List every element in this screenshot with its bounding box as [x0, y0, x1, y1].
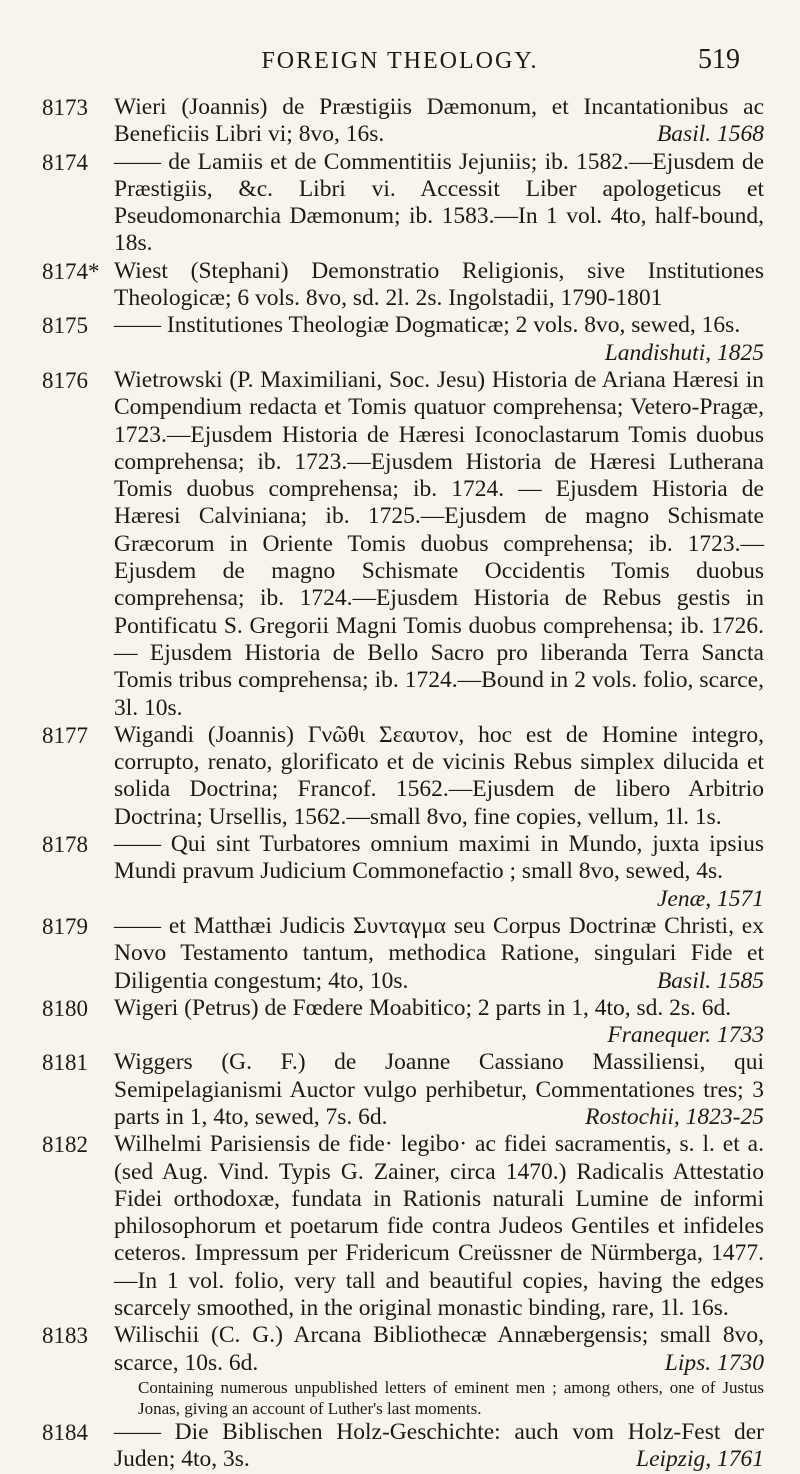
entry-number: 8179: [42, 913, 88, 939]
entry-text-block: [114, 367, 764, 722]
catalogue-entry: [0, 722, 800, 831]
entry-text-block: [114, 94, 764, 149]
catalogue-entry: [0, 1131, 800, 1322]
entry-number: 8175: [42, 313, 88, 339]
entry-text-block: [114, 149, 764, 258]
entry-text: —— de Lamiis et de Commentitiis Jejuniis; ib. 1582.—Ejusdem de Præstigiis, &c. Libri vi. Accessit Liber apologeticus et Pseudomonarchia Dæmonum; ib. 1583.—In 1 vol. 4to, half-bound, 18s.: [114, 148, 764, 257]
running-head: [0, 44, 800, 84]
entry-text-block: [114, 1419, 764, 1474]
catalogue-entry: [0, 94, 800, 149]
entry-number: 8176: [42, 367, 88, 393]
entry-imprint: Basil. 1585: [656, 967, 764, 994]
entry-number: 8177: [42, 722, 88, 748]
running-title: FOREIGN THEOLOGY.: [261, 48, 539, 74]
catalogue-entry: [0, 367, 800, 722]
catalogue-entry: [0, 1322, 800, 1419]
entry-text-block: [114, 258, 764, 313]
entry-text: Wiggers (G. F.) de Joanne Cassiano Massiliensi, qui Semipelagianismi Auctor vulgo perhibetur, Commentationes tres; 3 parts in 1, 4to, sewed, 7s. 6d.: [114, 1049, 764, 1130]
entry-number: 8182: [42, 1132, 88, 1158]
entry-imprint: Franequer. 1733: [607, 1022, 764, 1049]
entry-number: 8183: [42, 1323, 88, 1349]
catalogue-entry: [0, 913, 800, 995]
entry-text: Wietrowski (P. Maximiliani, Soc. Jesu) Historia de Ariana Hæresi in Compendium redacta et Tomis quatuor comprehensa; Vetero-Pragæ, 1723.—Ejusdem Historia de Hæresi Iconoclastarum Tomis duobus comprehensa; ib. 1723.—Ejusdem Historia de Hæresi Lutherana Tomis duobus comprehensa; ib. 1724. — Ejusdem Historia de Hæresi Calviniana; ib. 1725.—Ejusdem de magno Schismate Græcorum in Oriente Tomis duobus comprehensa; ib. 1723.—Ejusdem de magno Schismate Occidentis Tomis duobus comprehensa; ib. 1724.—Ejusdem Historia de Rebus gestis in Pontificatu S. Gregorii Magni Tomis duobus comprehensa; ib. 1726. — Ejusdem Historia de Bello Sacro pro liberanda Terra Sancta Tomis tribus comprehensa; ib. 1724.—Bound in 2 vols. folio, scarce, 3l. 10s.: [114, 366, 764, 721]
entry-text: Wiest (Stephani) Demonstratio Religionis, sive Institutiones Theologicæ; 6 vols. 8vo, sd. 2l. 2s. Ingolstadii, 1790-1801: [114, 257, 764, 312]
entry-text-block: [114, 913, 764, 995]
entry-text: —— et Matthæi Judicis Συνταγμα seu Corpus Doctrinæ Christi, ex Novo Testamento tantum, methodica Ratione, singulari Fide et Diligentia congestum; 4to, 10s.: [114, 912, 764, 994]
catalogue-entry: [0, 1049, 800, 1131]
entry-text: Wilhelmi Parisiensis de fide· legibo· ac fidei sacramentis, s. l. et a. (sed Aug. Vind. Typis G. Zainer, circa 1470.) Radicalis Attestatio Fidei orthodoxæ, fundata in Rationis naturali Lumine de informi philosophorum et poetarum fide contra Judeos Gentiles et infideles ceteros. Impressum per Fridericum Creüssner de Nürmberga, 1477.—In 1 vol. folio, very tall and beautiful copies, having the edges scarcely smoothed, in the original monastic binding, rare, 1l. 16s.: [114, 1131, 764, 1322]
entry-text: —— Die Biblischen Holz-Geschichte: auch vom Holz-Fest der Juden; 4to, 3s.: [114, 1418, 764, 1473]
entry-imprint: Basil. 1568: [656, 121, 764, 148]
entry-text: —— Qui sint Turbatores omnium maximi in Mundo, juxta ipsius Mundi pravum Judicium Commonefactio ; small 8vo, sewed, 4s.: [114, 831, 764, 885]
entry-text-block: [114, 995, 764, 1050]
catalogue-entry: [0, 831, 800, 913]
entry-number: 8184: [42, 1419, 88, 1445]
entry-number: 8181: [42, 1050, 88, 1076]
entry-text-block: [114, 831, 764, 913]
entry-imprint: Jenæ, 1571: [656, 885, 764, 912]
entry-text-block: [114, 1131, 764, 1322]
entry-number: 8180: [42, 995, 88, 1021]
entry-imprint: Leipzig, 1761: [636, 1446, 764, 1473]
entry-list: [0, 94, 800, 1474]
catalogue-entry: [0, 995, 800, 1050]
catalogue-entry: [0, 149, 800, 258]
entry-text-block: [114, 722, 764, 831]
entry-text-block: [114, 1322, 764, 1419]
entry-note: Containing numerous unpublished letters of eminent men ; among others, one of Justus Jonas, giving an account of Luther's last moments.: [138, 1377, 764, 1418]
entry-text: Wieri (Joannis) de Præstigiis Dæmonum, et Incantationibus ac Beneficiis Libri vi; 8vo, 16s.: [114, 94, 764, 148]
entry-text: Wilischii (C. G.) Arcana Bibliothecæ Annæbergensis; small 8vo, scarce, 10s. 6d.: [114, 1322, 764, 1376]
catalogue-entry: [0, 258, 800, 313]
entry-text: Wigeri (Petrus) de Fœdere Moabitico; 2 parts in 1, 4to, sd. 2s. 6d.: [114, 994, 732, 1021]
entry-text: Wigandi (Joannis) Γνῶθι Σεαυτον, hoc est de Homine integro, corrupto, renato, glorificato et de vicinis Rebus simplex dilucida et solida Doctrina; Francof. 1562.—Ejusdem de libero Arbitrio Doctrina; Ursellis, 1562.—small 8vo, fine copies, vellum, 1l. 1s.: [114, 721, 764, 830]
page-number: 519: [698, 44, 740, 75]
entry-number: 8174*: [42, 258, 100, 284]
entry-imprint: Rostochii, 1823-25: [585, 1103, 764, 1130]
catalogue-entry: [0, 1419, 800, 1474]
entry-text-block: [114, 1049, 764, 1131]
entry-text-block: [114, 312, 764, 367]
entry-imprint: Landishuti, 1825: [604, 339, 764, 366]
entry-imprint: Lips. 1730: [664, 1349, 764, 1376]
entry-number: 8173: [42, 95, 88, 120]
catalogue-entry: [0, 312, 800, 367]
entry-number: 8178: [42, 832, 88, 858]
entry-text: —— Institutiones Theologiæ Dogmaticæ; 2 vols. 8vo, sewed, 16s.: [114, 312, 741, 339]
entry-number: 8174: [42, 149, 88, 175]
